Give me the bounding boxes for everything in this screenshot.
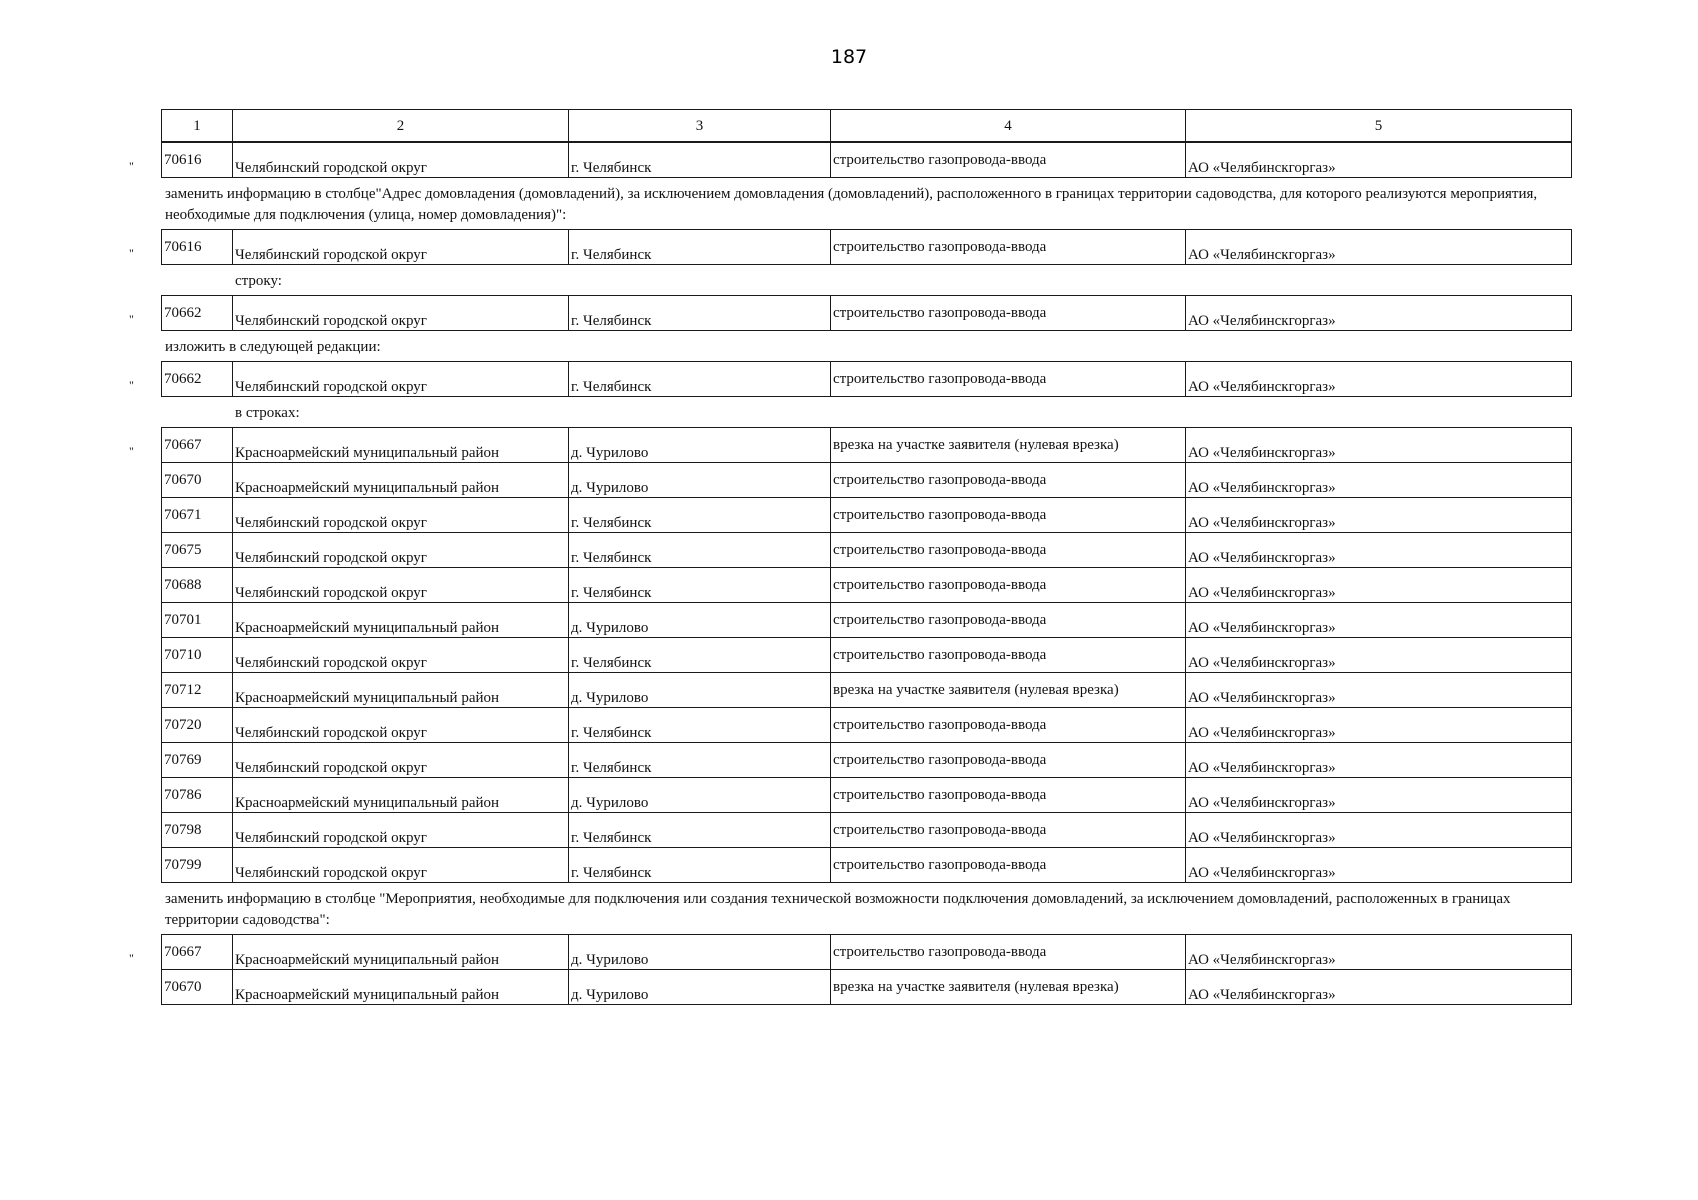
quote-mark: " — [129, 951, 134, 965]
page-number: 187 — [830, 46, 868, 68]
table-row — [162, 568, 1572, 603]
locality-name: г. Челябинск — [569, 230, 831, 265]
row-code: 70670 — [162, 970, 233, 1005]
locality-name: г. Челябинск — [569, 568, 831, 603]
municipality-name: Челябинский городской округ — [233, 743, 569, 778]
organization-name: АО «Челябинскгоргаз» — [1186, 428, 1572, 463]
table-row — [162, 498, 1572, 533]
organization-name: АО «Челябинскгоргаз» — [1186, 463, 1572, 498]
locality-name: д. Чурилово — [569, 970, 831, 1005]
work-description: строительство газопровода-ввода — [831, 935, 1186, 970]
locality-name: г. Челябинск — [569, 638, 831, 673]
table-row — [162, 935, 1572, 970]
table-row — [162, 743, 1572, 778]
municipality-name: Челябинский городской округ — [233, 230, 569, 265]
quote-mark: " — [129, 444, 134, 458]
table-row — [162, 533, 1572, 568]
table-row — [162, 778, 1572, 813]
row-code: 70616 — [162, 230, 233, 265]
row-code: 70710 — [162, 638, 233, 673]
work-description: строительство газопровода-ввода — [831, 743, 1186, 778]
municipality-name: Челябинский городской округ — [233, 708, 569, 743]
municipality-name: Челябинский городской округ — [233, 568, 569, 603]
work-description: строительство газопровода-ввода — [831, 463, 1186, 498]
work-description: врезка на участке заявителя (нулевая врезка) — [831, 673, 1186, 708]
instruction-text: заменить информацию в столбце "Мероприятия, необходимые для подключения или создания технической возможности подключения домовладений, за исключением домовладений, расположенных в границах территории садоводства": — [165, 891, 1511, 928]
work-description: строительство газопровода-ввода — [831, 296, 1186, 331]
data-table — [161, 361, 1572, 397]
organization-name: АО «Челябинскгоргаз» — [1186, 743, 1572, 778]
municipality-name: Красноармейский муниципальный район — [233, 603, 569, 638]
work-description: строительство газопровода-ввода — [831, 813, 1186, 848]
organization-name: АО «Челябинскгоргаз» — [1186, 143, 1572, 178]
table-row — [162, 296, 1572, 331]
organization-name: АО «Челябинскгоргаз» — [1186, 708, 1572, 743]
quote-mark: " — [129, 312, 134, 326]
work-description: строительство газопровода-ввода — [831, 568, 1186, 603]
row-code: 70670 — [162, 463, 233, 498]
locality-name: д. Чурилово — [569, 778, 831, 813]
data-table — [161, 142, 1572, 178]
column-number: 2 — [233, 110, 569, 142]
organization-name: АО «Челябинскгоргаз» — [1186, 498, 1572, 533]
locality-name: д. Чурилово — [569, 463, 831, 498]
municipality-name: Красноармейский муниципальный район — [233, 428, 569, 463]
row-code: 70667 — [162, 935, 233, 970]
municipality-name: Челябинский городской округ — [233, 848, 569, 883]
municipality-name: Челябинский городской округ — [233, 533, 569, 568]
organization-name: АО «Челябинскгоргаз» — [1186, 230, 1572, 265]
organization-name: АО «Челябинскгоргаз» — [1186, 603, 1572, 638]
municipality-name: Красноармейский муниципальный район — [233, 673, 569, 708]
municipality-name: Красноармейский муниципальный район — [233, 463, 569, 498]
table-row — [162, 708, 1572, 743]
instruction-text: строку: — [235, 273, 282, 289]
municipality-name: Челябинский городской округ — [233, 143, 569, 178]
organization-name: АО «Челябинскгоргаз» — [1186, 935, 1572, 970]
table-row — [162, 603, 1572, 638]
instruction-text: изложить в следующей редакции: — [165, 339, 381, 355]
data-table — [161, 229, 1572, 265]
municipality-name: Красноармейский муниципальный район — [233, 935, 569, 970]
organization-name: АО «Челябинскгоргаз» — [1186, 970, 1572, 1005]
table-row — [162, 230, 1572, 265]
organization-name: АО «Челябинскгоргаз» — [1186, 673, 1572, 708]
row-code: 70688 — [162, 568, 233, 603]
data-table — [161, 934, 1572, 1005]
row-code: 70786 — [162, 778, 233, 813]
table-row — [162, 362, 1572, 397]
column-number: 5 — [1186, 110, 1572, 142]
row-code: 70675 — [162, 533, 233, 568]
table-block — [129, 229, 1571, 265]
row-code: 70769 — [162, 743, 233, 778]
table-row — [162, 143, 1572, 178]
locality-name: д. Чурилово — [569, 428, 831, 463]
municipality-name: Челябинский городской округ — [233, 362, 569, 397]
work-description: строительство газопровода-ввода — [831, 638, 1186, 673]
table-row — [162, 463, 1572, 498]
data-table — [161, 295, 1572, 331]
amendment-blocks — [129, 142, 1571, 1005]
row-code: 70799 — [162, 848, 233, 883]
municipality-name: Красноармейский муниципальный район — [233, 778, 569, 813]
column-number-row — [162, 110, 1572, 142]
locality-name: д. Чурилово — [569, 935, 831, 970]
table-block — [129, 142, 1571, 178]
work-description: строительство газопровода-ввода — [831, 778, 1186, 813]
work-description: строительство газопровода-ввода — [831, 708, 1186, 743]
organization-name: АО «Челябинскгоргаз» — [1186, 362, 1572, 397]
row-code: 70671 — [162, 498, 233, 533]
work-description: строительство газопровода-ввода — [831, 533, 1186, 568]
row-code: 70616 — [162, 143, 233, 178]
quote-mark: " — [129, 246, 134, 260]
organization-name: АО «Челябинскгоргаз» — [1186, 296, 1572, 331]
data-table — [161, 427, 1572, 883]
locality-name: д. Чурилово — [569, 603, 831, 638]
locality-name: г. Челябинск — [569, 362, 831, 397]
column-number: 4 — [831, 110, 1186, 142]
work-description: врезка на участке заявителя (нулевая врезка) — [831, 428, 1186, 463]
locality-name: г. Челябинск — [569, 498, 831, 533]
table-block — [129, 934, 1571, 1005]
row-code: 70667 — [162, 428, 233, 463]
organization-name: АО «Челябинскгоргаз» — [1186, 813, 1572, 848]
quote-mark: " — [129, 159, 134, 173]
municipality-name: Челябинский городской округ — [233, 638, 569, 673]
organization-name: АО «Челябинскгоргаз» — [1186, 568, 1572, 603]
row-code: 70662 — [162, 296, 233, 331]
table-row — [162, 813, 1572, 848]
locality-name: г. Челябинск — [569, 848, 831, 883]
table-block — [129, 427, 1571, 883]
table-row — [162, 638, 1572, 673]
locality-name: г. Челябинск — [569, 143, 831, 178]
row-code: 70712 — [162, 673, 233, 708]
column-number: 1 — [162, 110, 233, 142]
municipality-name: Челябинский городской округ — [233, 296, 569, 331]
instruction-text: в строках: — [235, 405, 300, 421]
organization-name: АО «Челябинскгоргаз» — [1186, 638, 1572, 673]
row-code: 70720 — [162, 708, 233, 743]
locality-name: г. Челябинск — [569, 743, 831, 778]
row-code: 70662 — [162, 362, 233, 397]
document-body — [129, 109, 1571, 1005]
work-description: строительство газопровода-ввода — [831, 603, 1186, 638]
locality-name: г. Челябинск — [569, 708, 831, 743]
table-row — [162, 970, 1572, 1005]
table-row — [162, 673, 1572, 708]
organization-name: АО «Челябинскгоргаз» — [1186, 778, 1572, 813]
row-code: 70798 — [162, 813, 233, 848]
locality-name: г. Челябинск — [569, 813, 831, 848]
municipality-name: Челябинский городской округ — [233, 813, 569, 848]
table-row — [162, 848, 1572, 883]
work-description: строительство газопровода-ввода — [831, 498, 1186, 533]
column-number: 3 — [569, 110, 831, 142]
work-description: врезка на участке заявителя (нулевая врезка) — [831, 970, 1186, 1005]
instruction-text: заменить информацию в столбце"Адрес домовладения (домовладений), за исключением домовладения (домовладений), расположенного в границах территории садоводства, для которого реализуются мероприятия, необходимые для подключения (улица, номер домовладения)": — [165, 186, 1538, 223]
table-row — [162, 428, 1572, 463]
row-code: 70701 — [162, 603, 233, 638]
work-description: строительство газопровода-ввода — [831, 848, 1186, 883]
locality-name: г. Челябинск — [569, 533, 831, 568]
locality-name: г. Челябинск — [569, 296, 831, 331]
header-table — [161, 109, 1572, 142]
work-description: строительство газопровода-ввода — [831, 230, 1186, 265]
quote-mark: " — [129, 378, 134, 392]
locality-name: д. Чурилово — [569, 673, 831, 708]
municipality-name: Челябинский городской округ — [233, 498, 569, 533]
work-description: строительство газопровода-ввода — [831, 362, 1186, 397]
municipality-name: Красноармейский муниципальный район — [233, 970, 569, 1005]
table-block — [129, 295, 1571, 331]
organization-name: АО «Челябинскгоргаз» — [1186, 533, 1572, 568]
work-description: строительство газопровода-ввода — [831, 143, 1186, 178]
table-block — [129, 361, 1571, 397]
organization-name: АО «Челябинскгоргаз» — [1186, 848, 1572, 883]
